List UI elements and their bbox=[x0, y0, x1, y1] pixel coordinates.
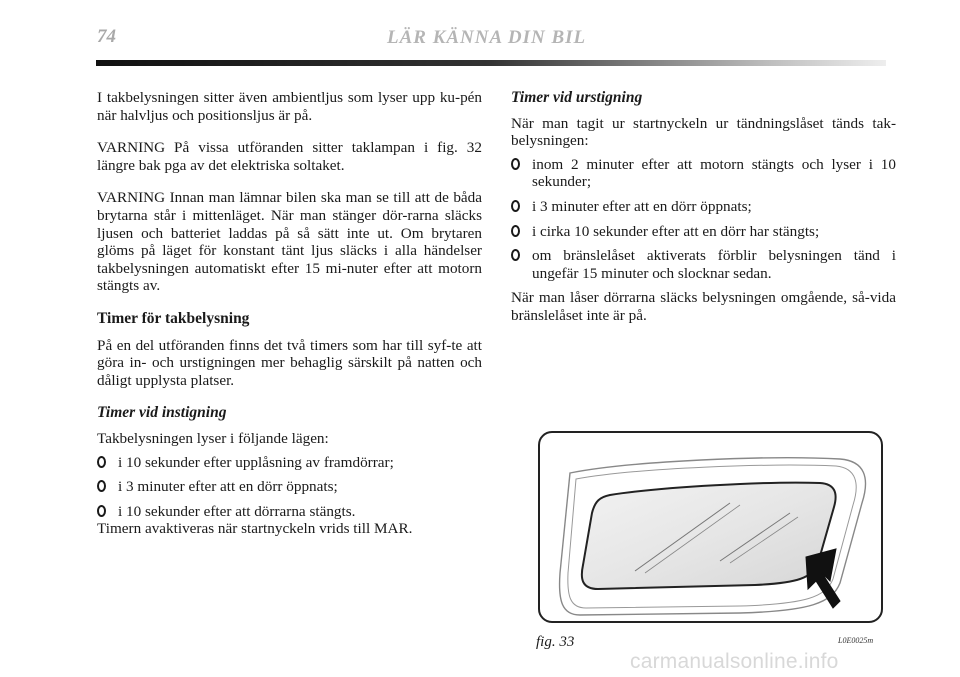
list-item bbox=[511, 198, 896, 216]
figure-dome-light bbox=[538, 431, 883, 623]
bullet-ring-icon bbox=[511, 200, 520, 212]
bullet-ring-icon bbox=[511, 158, 520, 170]
list-item bbox=[97, 503, 482, 521]
list-item bbox=[97, 478, 482, 496]
bullet-ring-icon bbox=[511, 225, 520, 237]
subheading-entry-timer: Timer vid instigning bbox=[97, 404, 227, 422]
list-item-text: i cirka 10 sekunder efter att en dörr har stängts; bbox=[532, 222, 820, 240]
list-item bbox=[511, 247, 896, 282]
exit-timer-lead: När man tagit ur startnyckeln ur tändningslåset tänds tak-belysningen: bbox=[511, 114, 896, 150]
bullet-ring-icon bbox=[97, 456, 106, 468]
list-item-text: om bränslelåset aktiverats förblir belysningen tänd i ungefär 15 minuter och slocknar sedan. bbox=[532, 247, 896, 282]
entry-timer-lead: Takbelysningen lyser i följande lägen: bbox=[97, 429, 329, 447]
bullet-ring-icon bbox=[97, 505, 106, 517]
dome-light-illustration bbox=[540, 433, 881, 621]
header-rule bbox=[96, 60, 886, 66]
paragraph-timer-intro: På en del utföranden finns det två timers som har till syf-te att göra in- och urstigningen mer behaglig särskilt på natten och dåligt upplysta platser. bbox=[97, 336, 482, 389]
list-item-text: i 3 minuter efter att en dörr öppnats; bbox=[532, 197, 752, 215]
exit-timer-closing: När man låser dörrarna släcks belysningen omgående, så-vida bränslelåset inte är på. bbox=[511, 289, 896, 324]
heading-timer: Timer för takbelysning bbox=[97, 309, 250, 327]
chapter-title: LÄR KÄNNA DIN BIL bbox=[387, 27, 587, 48]
subheading-exit-timer: Timer vid urstigning bbox=[511, 89, 643, 106]
list-item-text: i 3 minuter efter att en dörr öppnats; bbox=[118, 478, 338, 496]
pointer-arrow-icon bbox=[806, 549, 840, 608]
watermark: carmanualsonline.info bbox=[630, 650, 839, 673]
paragraph-warning-sunroof: VARNING På vissa utföranden sitter taklampan i fig. 32 längre bak pga av det elektriska soltaket. bbox=[97, 139, 482, 174]
list-item bbox=[97, 454, 482, 472]
left-column bbox=[97, 89, 482, 553]
entry-timer-closing: Timern avaktiveras när startnyckeln vrids till MAR. bbox=[97, 520, 413, 538]
list-item bbox=[511, 223, 896, 241]
bullet-ring-icon bbox=[97, 480, 106, 492]
list-item bbox=[511, 156, 896, 191]
paragraph-ambient-light: I takbelysningen sitter även ambientljus som lyser upp ku-pén när halvljus och positionsljus är på. bbox=[97, 89, 482, 124]
bullet-ring-icon bbox=[511, 249, 520, 261]
page-number: 74 bbox=[97, 26, 116, 47]
list-item-text: i 10 sekunder efter att dörrarna stängts. bbox=[118, 502, 356, 520]
list-item-text: i 10 sekunder efter upplåsning av framdörrar; bbox=[118, 453, 394, 471]
list-item-text: inom 2 minuter efter att motorn stängts och lyser i 10 sekunder; bbox=[532, 155, 896, 191]
figure-caption: fig. 33 bbox=[536, 634, 575, 650]
figure-code: L0E0025m bbox=[838, 636, 874, 645]
right-column bbox=[511, 89, 896, 340]
paragraph-warning-switches: VARNING Innan man lämnar bilen ska man se till att de båda brytarna står i mittenläget. När man stänger dör-rarna släcks ljusen och batteriet laddas på så sätt inte ut. Om brytaren glöms på läget för konstant tänt ljus släcks i alla händelser takbelysningen automatiskt efter 15 mi-nuter efter att motorn stängts av. bbox=[97, 189, 482, 295]
